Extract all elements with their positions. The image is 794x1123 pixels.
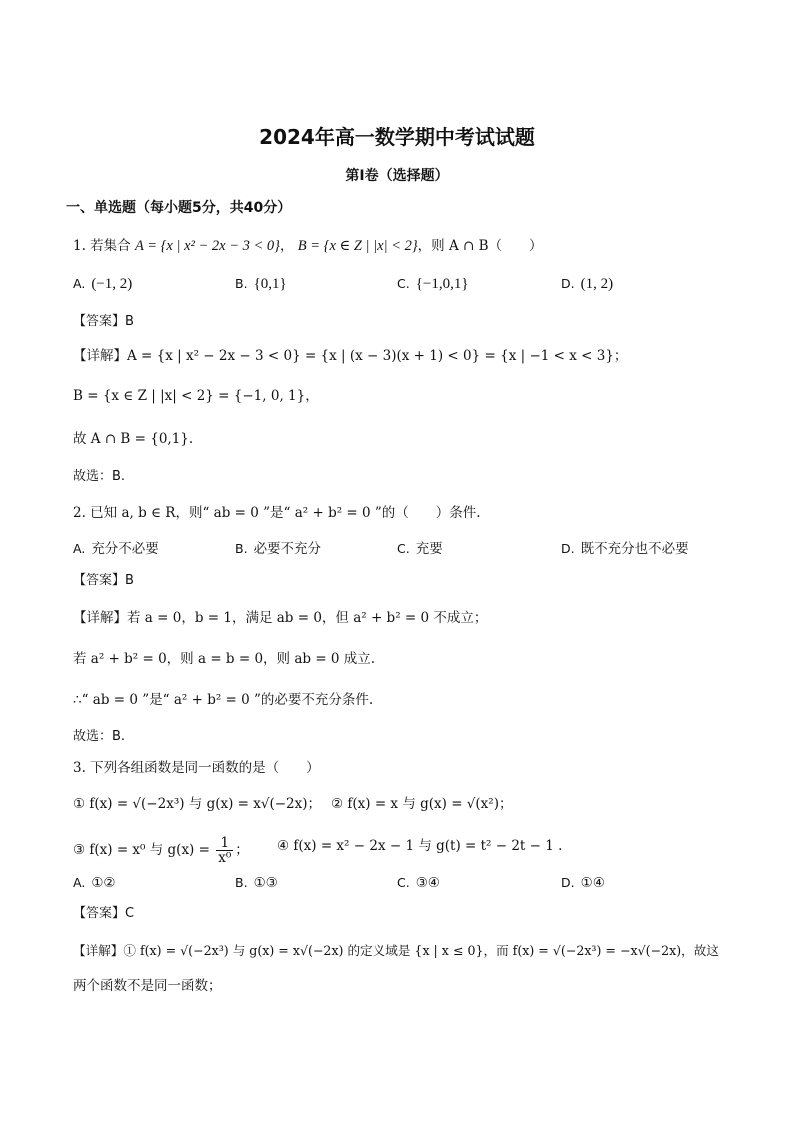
option-value: 充要 xyxy=(415,541,443,557)
q3-detail-1: 【详解】① f(x) = √(−2x³) 与 g(x) = x√(−2x) 的定义域是 {x | x ≤ 0}，而 f(x) = √(−2x³) = −x√(−2x)，故这 xyxy=(73,943,719,958)
q3-option-b xyxy=(235,873,278,893)
q3-detail-2: 两个函数不是同一函数； xyxy=(73,978,222,994)
option-letter: C. xyxy=(397,875,410,890)
fraction-numerator: 1 xyxy=(216,836,233,851)
option-value: 必要不充分 xyxy=(253,541,322,557)
q1-option-b xyxy=(235,274,287,294)
question-3-stem: 3. 下列各组函数是同一函数的是（ ） xyxy=(73,760,320,776)
q1-detail-3: 故 A ∩ B = {0,1}. xyxy=(73,431,194,447)
q3-pairs-row-1 xyxy=(73,794,734,814)
option-letter: B. xyxy=(235,875,248,890)
question-1-tail: ，则 A ∩ B（ ） xyxy=(417,238,543,254)
option-value: (−1, 2) xyxy=(91,276,133,292)
q3-pair-3-end: ； xyxy=(235,842,249,858)
q3-pair-1: ① f(x) = √(−2x³) 与 g(x) = x√(−2x)； xyxy=(73,796,322,812)
option-value: 既不充分也不必要 xyxy=(580,541,689,557)
q3-option-c xyxy=(397,873,440,893)
question-1-stem xyxy=(73,236,734,256)
option-letter: D. xyxy=(561,276,575,291)
q1-choose: 故选：B. xyxy=(73,469,126,484)
option-value: (1, 2) xyxy=(580,276,614,292)
q2-option-b xyxy=(235,539,321,559)
option-letter: A. xyxy=(73,541,86,556)
option-value: {−1,0,1} xyxy=(415,276,469,292)
q1-detail-1: 【详解】A = {x | x² − 2x − 3 < 0} = {x | (x − 3)(x + 1) < 0} = {x | −1 < x < 3}； xyxy=(73,348,628,364)
q2-answer: 【答案】B xyxy=(73,573,134,588)
page-title: 2024年高一数学期中考试试题 xyxy=(259,125,535,149)
question-2-stem: 2. 已知 a, b ∈ R，则“ ab = 0 ”是“ a² + b² = 0 ”的（ ）条件. xyxy=(73,505,481,521)
q1-option-a xyxy=(73,274,132,294)
section-heading: 一、单选题（每小题5分，共40分） xyxy=(66,200,292,216)
q1-answer: 【答案】B xyxy=(73,314,134,329)
q1-option-d xyxy=(561,274,613,294)
q3-pair-3-lhs: ③ f(x) = x⁰ 与 g(x) = xyxy=(73,842,210,858)
option-value: {0,1} xyxy=(253,276,287,292)
q2-detail-3: ∴“ ab = 0 ”是“ a² + b² = 0 ”的必要不充分条件. xyxy=(73,692,374,708)
q3-pair-3-fraction xyxy=(216,836,233,865)
option-letter: B. xyxy=(235,541,248,556)
option-letter: B. xyxy=(235,276,248,291)
q1-detail-2: B = {x ∈ Z | |x| < 2} = {−1, 0, 1}， xyxy=(73,388,319,404)
q3-option-a xyxy=(73,873,116,893)
q2-option-a xyxy=(73,539,159,559)
question-1-prefix: 1. 若集合 xyxy=(73,238,131,254)
option-letter: D. xyxy=(561,875,575,890)
q3-pair-3 xyxy=(73,835,249,866)
question-1-set-a: A = {x | x² − 2x − 3 < 0} xyxy=(134,238,280,254)
option-letter: D. xyxy=(561,541,575,556)
q3-pair-4: ④ f(x) = x² − 2x − 1 与 g(t) = t² − 2t − 1 . xyxy=(277,838,563,854)
fraction-denominator: x⁰ xyxy=(218,850,232,866)
q3-option-d xyxy=(561,873,605,893)
option-value: ①③ xyxy=(253,875,278,891)
q2-option-d xyxy=(561,539,689,559)
question-1-set-b: B = {x ∈ Z | |x| < 2} xyxy=(297,238,418,254)
q3-pair-2: ② f(x) = x 与 g(x) = √(x²)； xyxy=(331,796,513,812)
q2-option-c xyxy=(397,539,443,559)
option-value: ③④ xyxy=(415,875,440,891)
option-value: 充分不必要 xyxy=(91,541,159,557)
q2-detail-1: 【详解】若 a = 0，b = 1，满足 ab = 0，但 a² + b² = 0 不成立； xyxy=(73,610,488,626)
q3-pairs-row-2 xyxy=(73,836,734,865)
option-letter: A. xyxy=(73,875,86,890)
option-value: ①④ xyxy=(580,875,605,891)
option-value: ①② xyxy=(91,875,116,891)
option-letter: C. xyxy=(397,276,410,291)
q3-answer: 【答案】C xyxy=(73,906,135,921)
option-letter: C. xyxy=(397,541,410,556)
q1-option-c xyxy=(397,274,469,294)
option-letter: A. xyxy=(73,276,86,291)
q2-choose: 故选：B. xyxy=(73,729,126,744)
volume-subtitle: 第I卷（选择题） xyxy=(345,168,449,184)
question-1-separator: ， xyxy=(279,238,294,254)
q2-detail-2: 若 a² + b² = 0，则 a = b = 0，则 ab = 0 成立. xyxy=(73,651,376,667)
